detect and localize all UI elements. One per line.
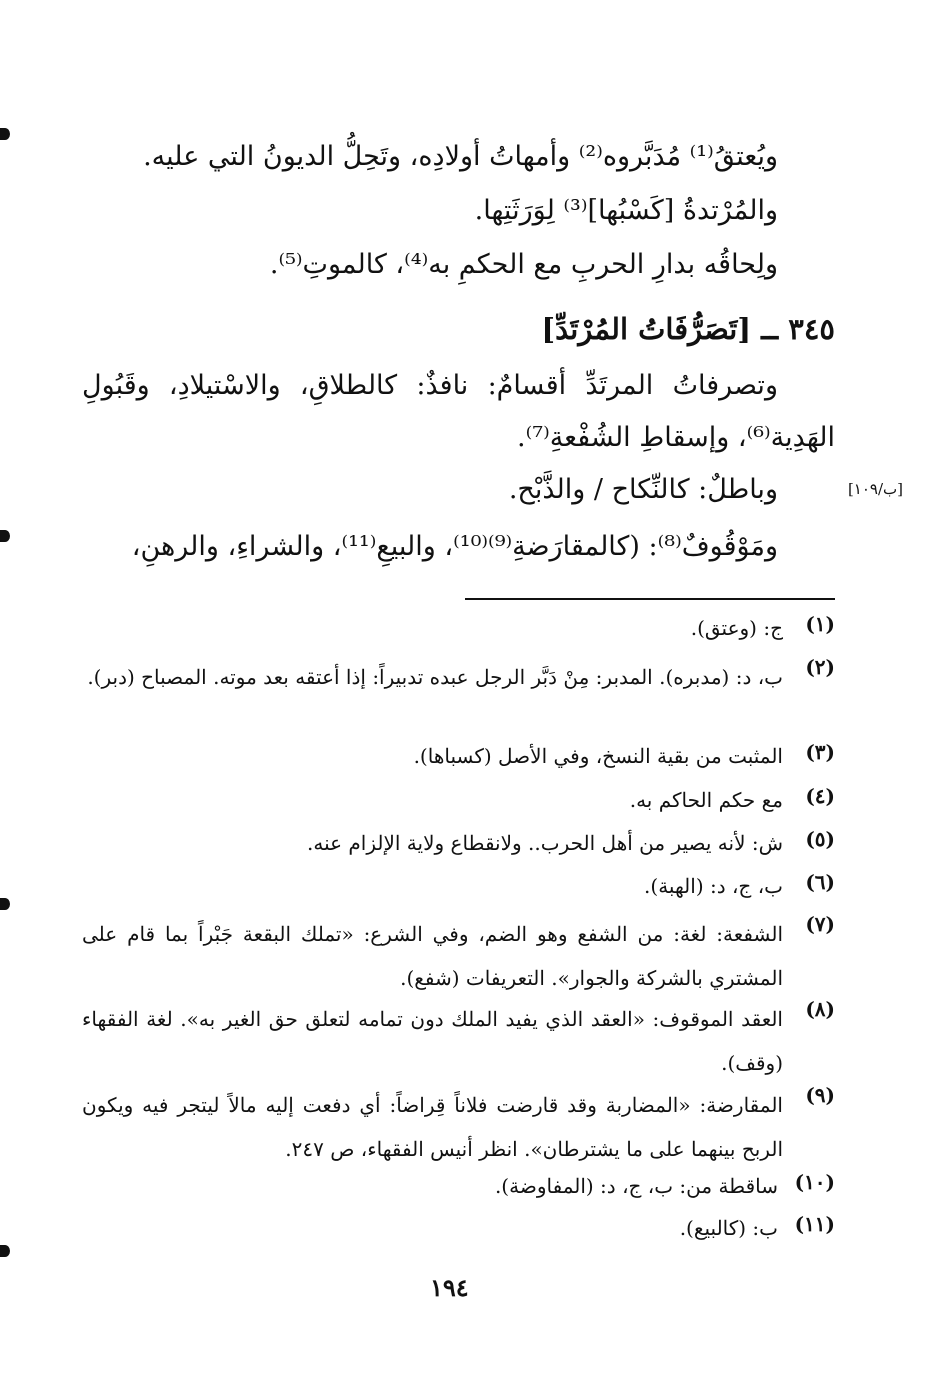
body-line: والمُرْتدةُ [كَسْبُها]⁽³⁾ لِوَرَثَتِها. <box>474 195 778 226</box>
footnote-text: ج: (وعتق). <box>690 616 783 640</box>
binding-hole-mark <box>0 128 10 140</box>
footnote-number: (١) <box>805 612 835 636</box>
footnote-text: المقارضة: «المضاربة وقد قارضت فلاناً قِراضاً: أي دفعت إليه مالاً ليتجر فيه ويكون الربح بينهما على ما يشترطان». انظر أنيس الفقهاء، ص ٢٤٧. <box>82 1093 783 1161</box>
footnote-number: (٦) <box>805 870 835 894</box>
footnote-number: (٢) <box>805 655 835 679</box>
footnote-text: ساقطة من: ب، ج، د: (المفاوضة). <box>494 1174 778 1198</box>
footnote-number: (٤) <box>805 784 835 808</box>
footnote-number: (١١) <box>794 1212 835 1236</box>
binding-hole-mark <box>0 898 10 910</box>
footnote-text: الشفعة: لغة: من الشفع وهو الضم، وفي الشرع: «تملك البقعة جَبْراً بما قام على المشتري بالشركة والجوار». التعريفات (شفع). <box>82 922 783 990</box>
footnote-text: مع حكم الحاكم به. <box>629 788 783 812</box>
footnote-text: المثبت من بقية النسخ، وفي الأصل (كسباها). <box>413 744 783 768</box>
body-line: ومَوْقُوفٌ⁽⁸⁾: (كالمقارَضةِ⁽⁹⁾⁽¹⁰⁾، والبيعِ⁽¹¹⁾، والشراءِ، والرهنِ، <box>131 531 778 562</box>
body-line: الهَدِية⁽⁶⁾، وإسقاطِ الشُفْعةِ⁽⁷⁾. <box>517 422 835 453</box>
body-line: ولِحاقُه بدارِ الحربِ مع الحكمِ به⁽⁴⁾، كالموتِ⁽⁵⁾. <box>269 249 778 280</box>
footnote-text: ب: (كالبيع). <box>679 1216 778 1240</box>
body-line: ويُعتقُ⁽¹⁾ مُدَبَّروه⁽²⁾ وأمهاتُ أولادِه، وتَحِلُّ الديونُ التي عليه. <box>143 141 778 172</box>
body-line: وباطلٌ: كالنِّكاح / والذَّبْح. <box>508 474 778 505</box>
footnote-number: (٨) <box>805 997 835 1021</box>
footnote-number: (٧) <box>805 912 835 936</box>
binding-hole-mark <box>0 530 10 542</box>
footnote-number: (١٠) <box>794 1170 835 1194</box>
manuscript-folio-note: [ب/١٠٩] <box>847 480 903 498</box>
footnote-number: (٥) <box>805 827 835 851</box>
footnote-number: (٩) <box>805 1083 835 1107</box>
footnote-text: ب، ج، د: (الهبة). <box>644 874 783 898</box>
page-number: ١٩٤ <box>430 1273 469 1302</box>
footnote-text: ب، د: (مدبره). المدبر: مِنْ دَبَّر الرجل عبده تدبيراً: إذا أعتقه بعد موته. المصباح (دبر). <box>87 665 783 689</box>
binding-hole-mark <box>0 1245 10 1257</box>
footnote-separator <box>465 598 835 600</box>
footnote-text: ش: لأنه يصير من أهل الحرب.. ولانقطاع ولاية الإلزام عنه. <box>307 831 783 855</box>
section-heading: ٣٤٥ ــ [تَصَرُّفَاتُ المُرْتَدِّ] <box>541 312 835 346</box>
body-line: وتصرفاتُ المرتَدِّ أقسامٌ: نافذٌ: كالطلاقِ، والاسْتيلادِ، وقَبُولِ <box>82 370 778 401</box>
footnote-number: (٣) <box>805 740 835 764</box>
footnote-text: العقد الموقوف: «العقد الذي يفيد الملك دون تمامه لتعلق حق الغير به». لغة الفقهاء (وقف). <box>82 1007 783 1075</box>
